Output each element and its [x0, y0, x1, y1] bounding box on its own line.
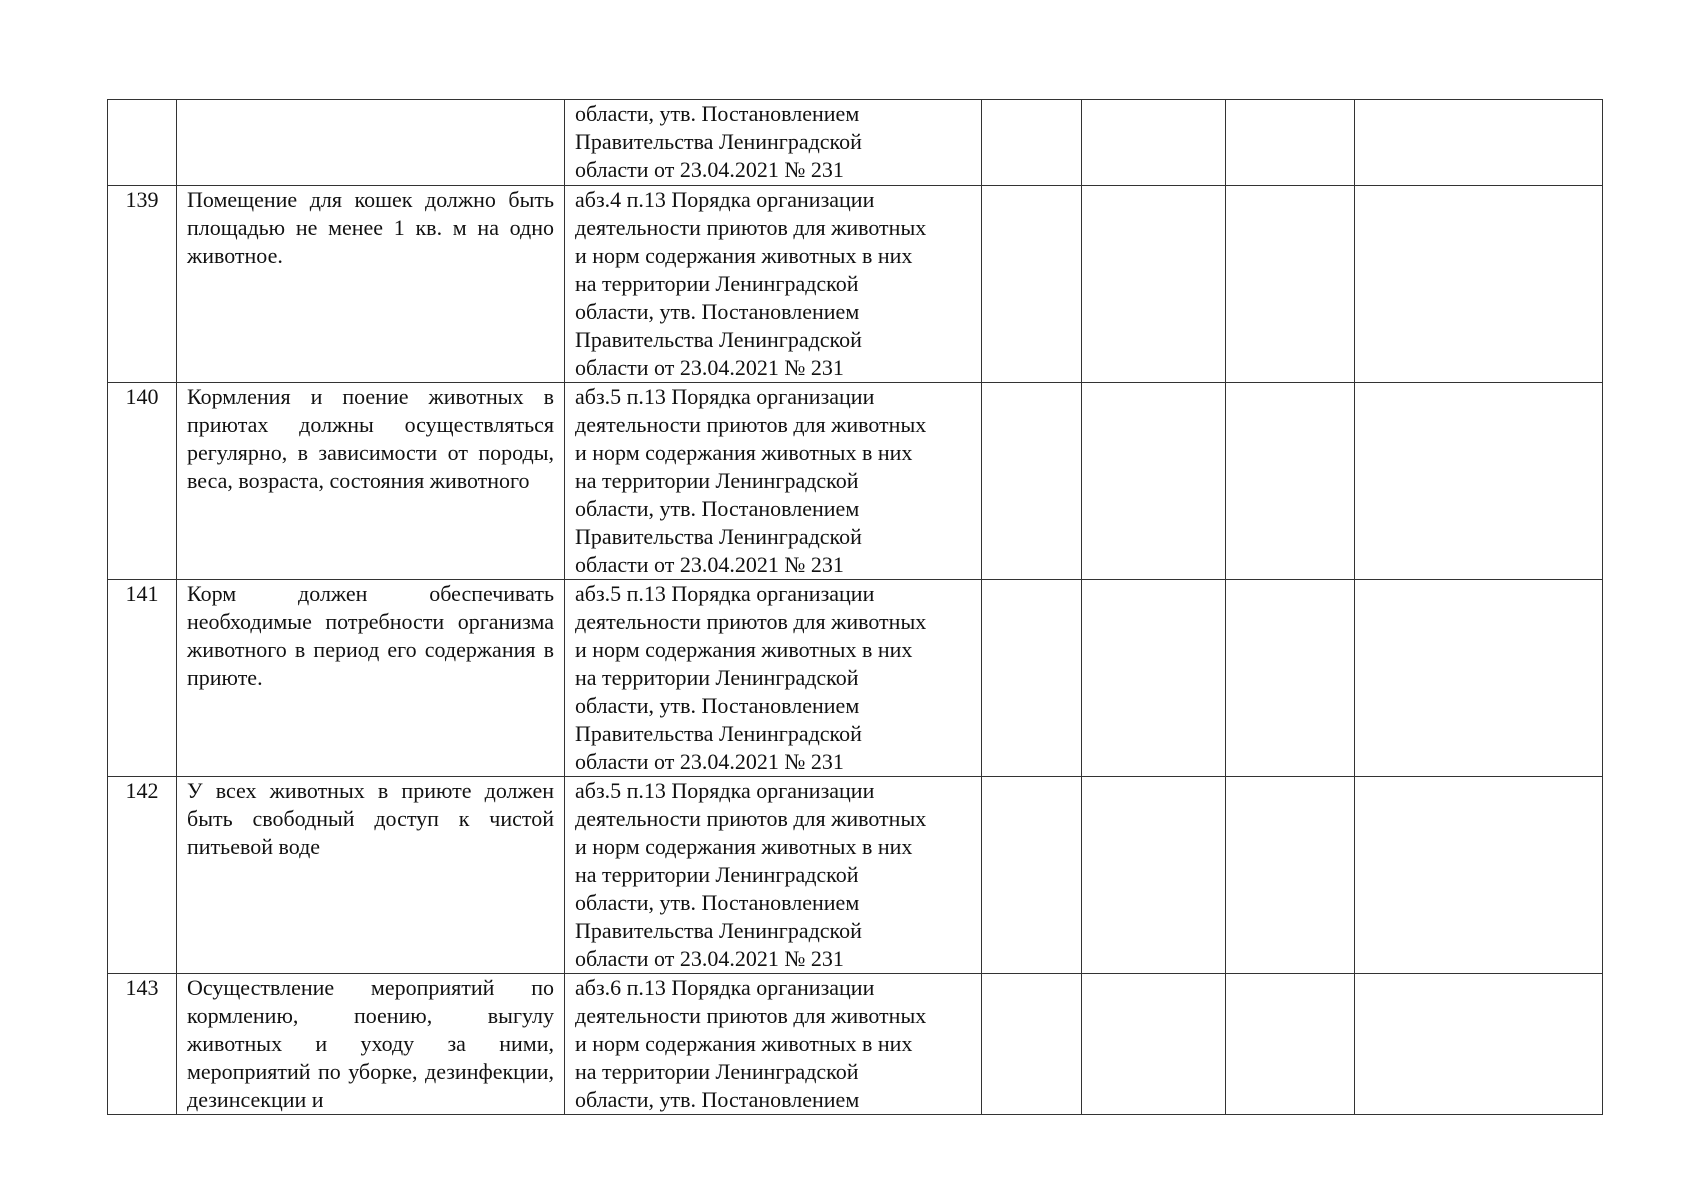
empty-cell	[1082, 580, 1226, 777]
legal-reference: абз.6 п.13 Порядка организации деятельности приютов для животных и норм содержания животных в них на территории Ленинградской области, утв. Постановлением	[565, 974, 982, 1115]
empty-cell	[1226, 186, 1355, 383]
row-number	[108, 100, 177, 186]
row-number: 139	[108, 186, 177, 383]
legal-reference: абз.4 п.13 Порядка организации деятельности приютов для животных и норм содержания животных в них на территории Ленинградской области, утв. Постановлением Правительства Ленинградской области от 23.04.2021 № 231	[565, 186, 982, 383]
empty-cell	[1355, 383, 1603, 580]
row-number: 142	[108, 777, 177, 974]
empty-cell	[1226, 100, 1355, 186]
empty-cell	[982, 186, 1082, 383]
empty-cell	[982, 777, 1082, 974]
requirement-text: У всех животных в приюте должен быть свободный доступ к чистой питьевой воде	[177, 777, 565, 974]
empty-cell	[1355, 777, 1603, 974]
legal-reference: области, утв. Постановлением Правительства Ленинградской области от 23.04.2021 № 231	[565, 100, 982, 186]
legal-reference: абз.5 п.13 Порядка организации деятельности приютов для животных и норм содержания животных в них на территории Ленинградской области, утв. Постановлением Правительства Ленинградской области от 23.04.2021 № 231	[565, 777, 982, 974]
table-row	[108, 186, 1603, 383]
row-number: 140	[108, 383, 177, 580]
empty-cell	[1082, 383, 1226, 580]
requirement-text: Помещение для кошек должно быть площадью не менее 1 кв. м на одно животное.	[177, 186, 565, 383]
empty-cell	[1226, 383, 1355, 580]
empty-cell	[1226, 580, 1355, 777]
table-row	[108, 383, 1603, 580]
empty-cell	[1355, 974, 1603, 1115]
empty-cell	[1226, 777, 1355, 974]
empty-cell	[1082, 974, 1226, 1115]
table-row	[108, 580, 1603, 777]
empty-cell	[982, 580, 1082, 777]
table-row	[108, 777, 1603, 974]
empty-cell	[1355, 100, 1603, 186]
requirement-text	[177, 100, 565, 186]
empty-cell	[982, 974, 1082, 1115]
requirement-text: Корм должен обеспечивать необходимые потребности организма животного в период его содержания в приюте.	[177, 580, 565, 777]
empty-cell	[1082, 100, 1226, 186]
empty-cell	[1082, 777, 1226, 974]
requirement-text: Кормления и поение животных в приютах должны осуществляться регулярно, в зависимости от породы, веса, возраста, состояния животного	[177, 383, 565, 580]
empty-cell	[982, 383, 1082, 580]
empty-cell	[1355, 580, 1603, 777]
legal-reference: абз.5 п.13 Порядка организации деятельности приютов для животных и норм содержания животных в них на территории Ленинградской области, утв. Постановлением Правительства Ленинградской области от 23.04.2021 № 231	[565, 580, 982, 777]
requirement-text: Осуществление мероприятий по кормлению, поению, выгулу животных и уходу за ними, мероприятий по уборке, дезинфекции, дезинсекции и	[177, 974, 565, 1115]
empty-cell	[1226, 974, 1355, 1115]
empty-cell	[1355, 186, 1603, 383]
row-number: 143	[108, 974, 177, 1115]
row-number: 141	[108, 580, 177, 777]
checklist-table	[107, 99, 1603, 1115]
empty-cell	[982, 100, 1082, 186]
legal-reference: абз.5 п.13 Порядка организации деятельности приютов для животных и норм содержания животных в них на территории Ленинградской области, утв. Постановлением Правительства Ленинградской области от 23.04.2021 № 231	[565, 383, 982, 580]
table-row	[108, 100, 1603, 186]
table-row	[108, 974, 1603, 1115]
empty-cell	[1082, 186, 1226, 383]
